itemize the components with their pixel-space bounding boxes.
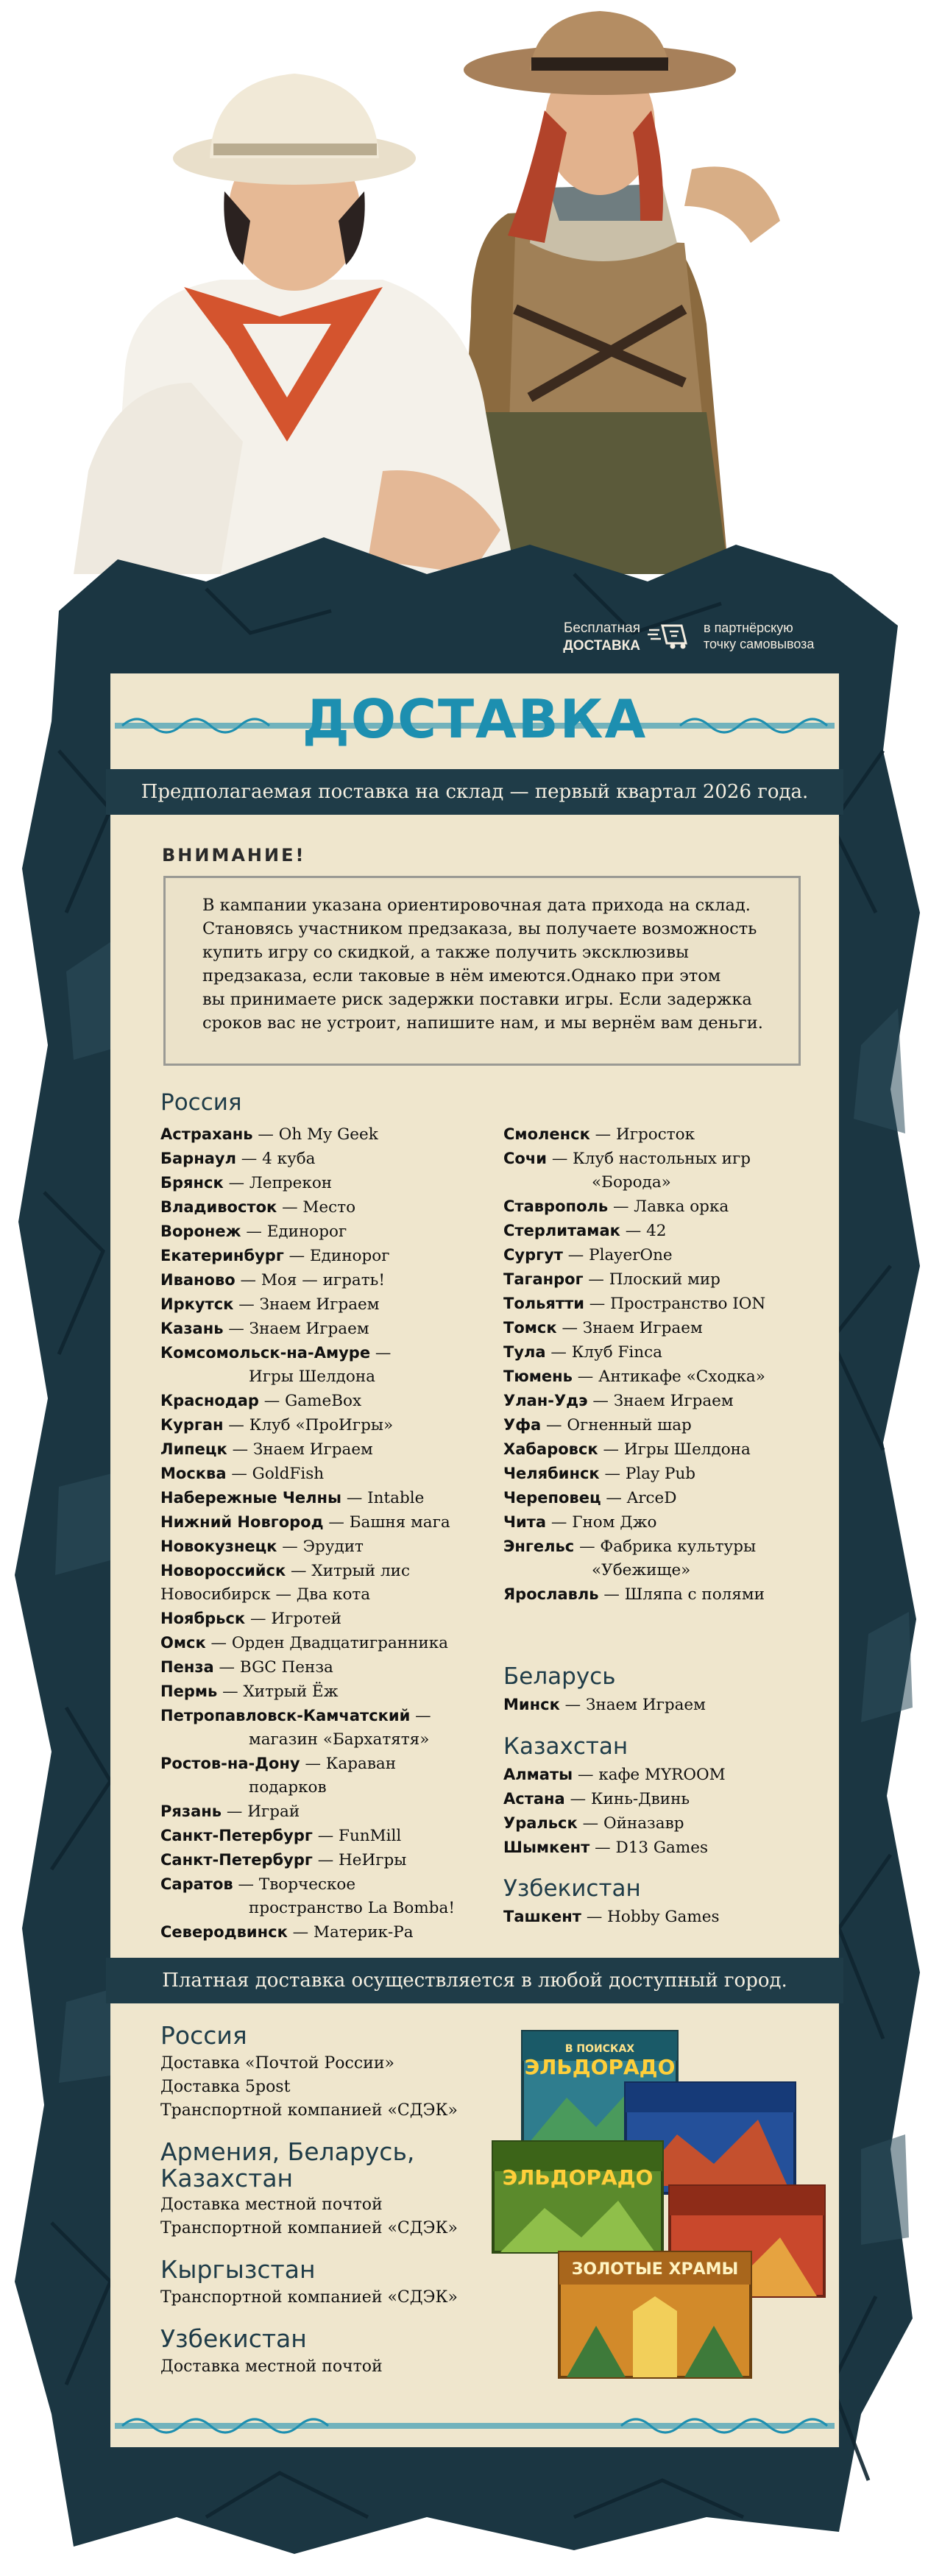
region-title-russia: Россия	[160, 1089, 242, 1116]
city-name: Ноябрьск	[160, 1610, 246, 1627]
city-entry: Стерлитамак — 42	[503, 1222, 667, 1240]
city-name: Пенза	[160, 1658, 214, 1676]
shop-name: ArceD	[626, 1489, 677, 1507]
shop-name: PlayerOne	[589, 1246, 673, 1264]
city-entry: Пенза — BGC Пенза	[160, 1658, 333, 1677]
city-entry: Владивосток — Место	[160, 1198, 356, 1217]
city-entry-continued	[160, 1897, 455, 1920]
truck-icon	[648, 621, 693, 651]
city-name: Тюмень	[503, 1367, 573, 1385]
city-name: Иваново	[160, 1271, 236, 1289]
shop-name-continued: подарков	[249, 1778, 327, 1797]
shop-name: Творческое	[258, 1875, 356, 1894]
city-name: Алматы	[503, 1766, 573, 1783]
city-name: Петропавловск-Камчатский	[160, 1707, 411, 1724]
city-entry: Иваново — Моя — играть!	[160, 1271, 385, 1289]
city-entry: Курган — Клуб «ПроИгры»	[160, 1416, 394, 1434]
city-entry: Ярославль — Шляпа с полями	[503, 1585, 765, 1604]
city-name: Тула	[503, 1343, 546, 1361]
warning-line: В кампании указана ориентировочная дата прихода на склад.	[202, 896, 751, 915]
shop-name: Играй	[247, 1802, 300, 1821]
warning-line: вы принимаете риск задержки поставки игры. Если задержка	[202, 990, 752, 1009]
paid-method: Доставка «Почтой России»	[160, 2054, 394, 2073]
uzbekistan-cities	[503, 1905, 720, 1929]
shop-name: Intable	[367, 1489, 425, 1507]
city-name: Хабаровск	[503, 1440, 598, 1458]
shop-name: Кинь-Двинь	[590, 1790, 690, 1808]
city-name: Смоленск	[503, 1125, 590, 1143]
city-entry: Чита — Гном Джо	[503, 1513, 657, 1532]
city-entry: Екатеринбург — Единорог	[160, 1247, 390, 1265]
city-name: Комсомольск-на-Амуре	[160, 1344, 371, 1362]
shop-name: Знаем Играем	[259, 1295, 380, 1314]
city-entry: Новокузнецк — Эрудит	[160, 1538, 364, 1556]
shop-name: Гном Джо	[572, 1513, 657, 1532]
paid-method: Транспортной компанией «СДЭК»	[160, 2288, 458, 2307]
paid-region-armenia-belarus-kazakhstan	[160, 2139, 414, 2192]
city-name: Санкт-Петербург	[160, 1827, 313, 1844]
shop-name: Игры Шелдона	[623, 1440, 751, 1459]
shop-name: Шляпа с полями	[624, 1585, 765, 1604]
belarus-cities	[503, 1693, 706, 1717]
explorer-left-figure	[74, 74, 515, 574]
city-entry: Северодвинск — Материк-Ра	[160, 1923, 414, 1942]
city-name: Шымкент	[503, 1839, 590, 1856]
city-entry: Набережные Челны — Intable	[160, 1489, 425, 1507]
shop-name: Единорог	[309, 1247, 390, 1265]
shop-name: Клуб настольных игр	[573, 1150, 751, 1168]
paid-list-armenia	[160, 2193, 458, 2240]
shop-name: Знаем Играем	[249, 1320, 369, 1338]
city-entry: Новороссийск — Хитрый лис	[160, 1562, 410, 1580]
city-entry: Ставрополь — Лавка орка	[503, 1197, 729, 1216]
city-name: Челябинск	[503, 1465, 600, 1482]
city-name: Воронеж	[160, 1222, 241, 1240]
city-name: Владивосток	[160, 1198, 277, 1216]
city-name: Курган	[160, 1416, 224, 1434]
city-entry: Астрахань — Oh My Geek	[160, 1125, 378, 1144]
city-entry-continued	[503, 1171, 765, 1195]
city-entry: Санкт-Петербург — НеИгры	[160, 1851, 407, 1869]
shop-name: Hobby Games	[607, 1908, 720, 1926]
shop-name: Пространство ION	[610, 1295, 766, 1313]
city-name: Ярославль	[503, 1585, 599, 1603]
kazakhstan-cities	[503, 1763, 726, 1860]
city-name: Москва	[160, 1465, 227, 1482]
shop-name: Oh My Geek	[278, 1125, 378, 1144]
box1-title: ЭЛЬДОРАДО	[524, 2055, 676, 2079]
shop-name: Игротей	[271, 1610, 342, 1628]
shop-name-continued: Игры Шелдона	[249, 1367, 375, 1386]
shop-name-continued: пространство La Bomba!	[249, 1899, 455, 1917]
city-name: Череповец	[503, 1489, 601, 1507]
shop-name: Единорог	[266, 1222, 347, 1241]
shop-name: Лепрекон	[249, 1174, 333, 1192]
shop-name: Фабрика культуры	[600, 1538, 757, 1556]
badge-free-line2: ДОСТАВКА	[563, 638, 640, 654]
shop-name: НеИгры	[339, 1851, 407, 1869]
game-box	[559, 2252, 751, 2377]
city-entry: Нижний Новгород — Башня мага	[160, 1513, 450, 1532]
paid-method: Доставка местной почтой	[160, 2357, 383, 2376]
city-entry: Пермь — Хитрый Ёж	[160, 1682, 339, 1701]
city-name: Казань	[160, 1320, 224, 1337]
shop-name: D13 Games	[615, 1839, 709, 1857]
shop-name-continued: «Борода»	[592, 1173, 671, 1192]
shop-name: Башня мага	[349, 1513, 450, 1532]
city-name: Краснодар	[160, 1392, 259, 1409]
city-name: Таганрог	[503, 1270, 584, 1288]
warning-label: ВНИМАНИЕ!	[162, 845, 306, 866]
shop-name: Моя — играть!	[261, 1271, 385, 1289]
city-entry-continued	[160, 1776, 455, 1800]
warning-text	[202, 894, 791, 1035]
city-name: Ростов-на-Дону	[160, 1755, 300, 1772]
shop-name: Знаем Играем	[252, 1440, 373, 1459]
shop-name: Материк-Ра	[314, 1923, 414, 1942]
paid-list-russia	[160, 2052, 458, 2123]
paid-list-uzbekistan	[160, 2355, 383, 2379]
city-entry: Улан-Удэ — Знаем Играем	[503, 1392, 734, 1410]
shop-name: FunMill	[339, 1827, 402, 1845]
city-entry-continued	[160, 1728, 455, 1752]
box3-title: ЭЛЬДОРАДО	[502, 2165, 654, 2190]
city-entry: Брянск — Лепрекон	[160, 1174, 333, 1192]
paid-region-line: Казахстан	[160, 2164, 294, 2193]
shop-name: Ойназавр	[603, 1814, 684, 1833]
shop-name: Орден Двадцатигранника	[231, 1634, 449, 1652]
city-entry: Энгельс — Фабрика культуры	[503, 1538, 757, 1556]
city-entry: Барнаул — 4 куба	[160, 1150, 316, 1168]
city-name: Новокузнецк	[160, 1538, 277, 1555]
city-entry: Хабаровск — Игры Шелдона	[503, 1440, 751, 1459]
shop-name: Play Pub	[625, 1465, 696, 1483]
city-name: Тольятти	[503, 1295, 584, 1312]
city-name: Минск	[503, 1696, 560, 1713]
shop-name: GoldFish	[252, 1465, 325, 1483]
shop-name: Хитрый Ёж	[243, 1682, 339, 1701]
warning-line: купить игру со скидкой, а также получить эксклюзивы	[202, 943, 689, 962]
paid-region-russia: Россия	[160, 2021, 247, 2050]
city-name: Брянск	[160, 1174, 224, 1192]
city-name: Липецк	[160, 1440, 227, 1458]
paid-method: Доставка местной почтой	[160, 2195, 383, 2214]
paid-region-uzbekistan: Узбекистан	[160, 2324, 307, 2353]
city-entry: Минск — Знаем Играем	[503, 1696, 706, 1714]
city-entry: Алматы — кафе MYROOM	[503, 1766, 726, 1784]
city-entry: Челябинск — Play Pub	[503, 1465, 696, 1483]
city-entry: Сургут — PlayerOne	[503, 1246, 673, 1264]
city-entry: Астана — Кинь-Двинь	[503, 1790, 690, 1808]
city-entry-continued	[160, 1365, 455, 1389]
city-entry-continued	[503, 1559, 765, 1582]
city-name: Ташкент	[503, 1908, 581, 1925]
shop-name: BGC Пенза	[239, 1658, 333, 1677]
warning-line: сроков вас не устроит, напишите нам, и мы вернём вам деньги.	[202, 1013, 763, 1033]
city-name: Северодвинск	[160, 1923, 288, 1941]
city-entry: Тула — Клуб Finca	[503, 1343, 662, 1362]
city-name: Ставрополь	[503, 1197, 609, 1215]
supply-note-band: Предполагаемая поставка на склад — первый квартал 2026 года.	[106, 769, 843, 815]
shop-name-continued: магазин «Бархатятя»	[249, 1730, 430, 1749]
city-name: Омск	[160, 1634, 206, 1652]
city-entry: Ноябрьск — Игротей	[160, 1610, 342, 1628]
hero-illustration	[0, 0, 942, 604]
box5-title: ЗОЛОТЫЕ ХРАМЫ	[571, 2260, 739, 2279]
russia-cities-left	[160, 1122, 455, 1945]
city-entry: Санкт-Петербург — FunMill	[160, 1827, 402, 1845]
city-name: Улан-Удэ	[503, 1392, 588, 1409]
city-entry-text: Новосибирск — Два кота	[160, 1585, 371, 1604]
ornament-border-bottom	[115, 2411, 835, 2441]
city-name: Стерлитамак	[503, 1222, 620, 1239]
city-name: Сургут	[503, 1246, 563, 1264]
city-entry: Рязань — Играй	[160, 1802, 300, 1821]
shop-name: Эрудит	[302, 1538, 364, 1556]
paid-list-kyrgyzstan	[160, 2286, 458, 2310]
shop-name-continued: «Убежище»	[592, 1561, 691, 1579]
city-entry	[160, 1583, 455, 1607]
shop-name: Место	[302, 1198, 356, 1217]
shop-name: Антикафе «Сходка»	[598, 1367, 765, 1386]
explorer-right-figure	[456, 11, 780, 574]
city-entry: Томск — Знаем Играем	[503, 1319, 703, 1337]
city-entry: Липецк — Знаем Играем	[160, 1440, 373, 1459]
city-name: Энгельс	[503, 1538, 575, 1555]
city-entry: Москва — GoldFish	[160, 1465, 325, 1483]
city-name: Астана	[503, 1790, 565, 1808]
city-entry: Сочи — Клуб настольных игр	[503, 1150, 751, 1168]
shop-name: Хитрый лис	[311, 1562, 410, 1580]
city-entry: Краснодар — GameBox	[160, 1392, 362, 1410]
badge-pickup-line1: в партнёрскую	[704, 620, 793, 635]
city-name: Нижний Новгород	[160, 1513, 324, 1531]
city-name: Саратов	[160, 1875, 233, 1893]
city-entry: Смоленск — Игросток	[503, 1125, 695, 1144]
city-entry: Тольятти — Пространство ION	[503, 1295, 766, 1313]
shop-name: 42	[646, 1222, 667, 1240]
city-entry: Петропавловск-Камчатский —	[160, 1707, 431, 1725]
city-entry: Иркутск — Знаем Играем	[160, 1295, 380, 1314]
shop-name: Лавка орка	[634, 1197, 729, 1216]
warning-line: Становясь участником предзаказа, вы получаете возможность	[202, 919, 757, 938]
page-title: ДОСТАВКА	[302, 688, 648, 750]
city-name: Сочи	[503, 1150, 547, 1167]
shop-name: Знаем Играем	[613, 1392, 734, 1410]
city-entry: Уфа — Огненный шар	[503, 1416, 692, 1434]
shop-name: 4 куба	[262, 1150, 316, 1168]
shop-name: Караван	[325, 1755, 397, 1773]
shop-name: Клуб «ПроИгры»	[249, 1416, 394, 1434]
shop-name: Плоский мир	[609, 1270, 720, 1289]
paid-method: Транспортной компанией «СДЭК»	[160, 2101, 458, 2120]
paid-region-line: Армения, Беларусь,	[160, 2137, 415, 2166]
city-name: Чита	[503, 1513, 547, 1531]
city-entry: Тюмень — Антикафе «Сходка»	[503, 1367, 765, 1386]
paid-delivery-band: Платная доставка осуществляется в любой доступный город.	[106, 1958, 843, 2003]
box1-subtitle: В ПОИСКАХ	[564, 2043, 635, 2055]
city-entry: Воронеж — Единорог	[160, 1222, 347, 1241]
city-entry: Казань — Знаем Играем	[160, 1320, 369, 1338]
city-entry: Омск — Орден Двадцатигранника	[160, 1634, 449, 1652]
paid-method: Транспортной компанией «СДЭК»	[160, 2219, 458, 2237]
region-title-belarus: Беларусь	[503, 1663, 616, 1690]
warning-line: предзаказа, если таковые в нём имеются.Однако при этом	[202, 966, 721, 986]
region-title-kazakhstan: Казахстан	[503, 1733, 628, 1760]
shop-name: Огненный шар	[567, 1416, 692, 1434]
badge-pickup-line2: точку самовывоза	[704, 637, 815, 651]
game-box	[493, 2142, 662, 2252]
shop-name: Знаем Играем	[582, 1319, 703, 1337]
russia-cities-right	[503, 1122, 765, 1607]
paid-method: Доставка 5post	[160, 2078, 291, 2096]
game-boxes-image	[486, 2017, 832, 2385]
city-entry: Ростов-на-Дону — Караван	[160, 1755, 397, 1773]
city-name: Санкт-Петербург	[160, 1851, 313, 1869]
city-name: Уральск	[503, 1814, 578, 1832]
city-name: Рязань	[160, 1802, 222, 1820]
city-entry: Саратов — Творческое	[160, 1875, 356, 1894]
city-name: Иркутск	[160, 1295, 234, 1313]
free-delivery-badge	[530, 617, 839, 661]
city-name: Екатеринбург	[160, 1247, 284, 1264]
shop-name: Знаем Играем	[586, 1696, 706, 1714]
badge-free-line1: Бесплатная	[563, 620, 640, 636]
city-entry: Череповец — ArceD	[503, 1489, 677, 1507]
city-name: Набережные Челны	[160, 1489, 341, 1507]
city-name: Уфа	[503, 1416, 542, 1434]
city-entry: Таганрог — Плоский мир	[503, 1270, 720, 1289]
city-name: Барнаул	[160, 1150, 236, 1167]
shop-name: Клуб Finca	[571, 1343, 662, 1362]
shop-name: кафе MYROOM	[598, 1766, 726, 1784]
city-entry: Шымкент — D13 Games	[503, 1839, 709, 1857]
shop-name: GameBox	[285, 1392, 362, 1410]
city-name: Томск	[503, 1319, 557, 1337]
city-name: Астрахань	[160, 1125, 253, 1143]
paid-region-kyrgyzstan: Кыргызстан	[160, 2255, 316, 2284]
shop-name: Игросток	[616, 1125, 695, 1144]
region-title-uzbekistan: Узбекистан	[503, 1875, 641, 1902]
city-entry: Уральск — Ойназавр	[503, 1814, 684, 1833]
city-name: Новороссийск	[160, 1562, 286, 1579]
city-name: Пермь	[160, 1682, 218, 1700]
city-entry: Ташкент — Hobby Games	[503, 1908, 720, 1926]
city-entry: Комсомольск-на-Амуре —	[160, 1344, 392, 1362]
